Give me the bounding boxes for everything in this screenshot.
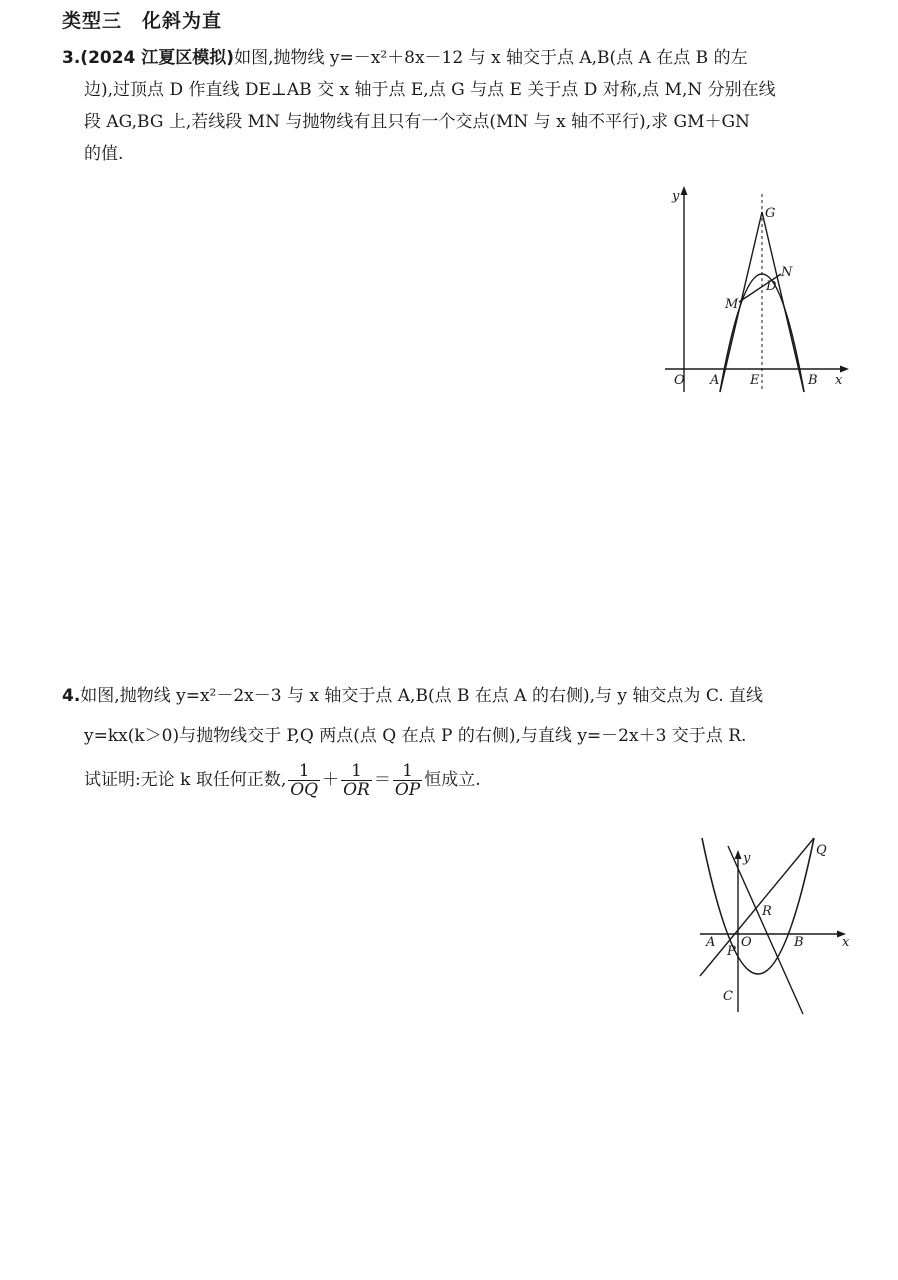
segment-BG (762, 212, 804, 392)
fraction-numerator: 1 (341, 762, 372, 781)
label-B: B (808, 373, 818, 388)
label-N: N (781, 265, 793, 280)
label-G: G (765, 206, 776, 221)
label-O: O (674, 373, 685, 388)
problem-4-figure (690, 830, 860, 1020)
y-axis-arrow (681, 186, 688, 195)
problem-text: 如图,抛物线 y=x²－2x－3 与 x 轴交于点 A,B(点 B 在点 A 的右侧),与 y 轴交点为 C. 直线 (80, 686, 764, 706)
fraction-denominator: OP (394, 780, 421, 800)
problem-text: 如图,抛物线 y=－x²＋8x－12 与 x 轴交于点 A,B(点 A 在点 B 的左 (234, 48, 748, 68)
problem-3-figure (655, 180, 855, 400)
fraction-1-over-OP (393, 762, 422, 799)
label-y: y (672, 189, 680, 204)
label-D: D (766, 279, 777, 294)
label-Q: Q (816, 843, 827, 858)
label-A: A (710, 373, 720, 388)
problem-4-line-2: y=kx(k＞0)与抛物线交于 P,Q 两点(点 Q 在点 P 的右侧),与直线 y=－2x＋3 交于点 R. (84, 726, 747, 746)
label-B: B (794, 935, 804, 950)
problem-4-line-1 (62, 676, 852, 716)
line-y-neg2x-plus3 (728, 846, 803, 1014)
label-P: P (727, 944, 736, 959)
label-O: O (741, 935, 752, 950)
problem-4-line-3 (62, 760, 852, 800)
line-3-suffix: 恒成立. (424, 770, 481, 790)
problem-number: 4. (62, 686, 81, 706)
fraction-denominator: OR (343, 780, 370, 800)
problem-3-line-2: 边),过顶点 D 作直线 DE⊥AB 交 x 轴于点 E,点 G 与点 E 关于点 D 对称,点 M,N 分别在线 (84, 80, 776, 100)
problem-3 (62, 42, 852, 170)
fraction-numerator: 1 (288, 762, 320, 781)
fraction-denominator: OQ (290, 780, 319, 800)
fraction-numerator: 1 (393, 762, 422, 781)
label-x: x (842, 935, 850, 950)
label-R: R (762, 904, 772, 919)
label-x: x (835, 373, 843, 388)
problem-4 (62, 676, 852, 800)
plus-sign: ＋ (322, 770, 340, 790)
label-A: A (706, 935, 716, 950)
problem-number: 3. (62, 48, 81, 68)
equals-sign: ＝ (373, 770, 391, 790)
y-axis-arrow (735, 850, 742, 859)
label-y: y (743, 851, 751, 866)
problem-3-line-1 (62, 42, 852, 74)
label-C: C (723, 989, 733, 1004)
section-title: 类型三 化斜为直 (62, 10, 223, 32)
label-M: M (725, 297, 739, 312)
problem-source: (2024 江夏区模拟) (80, 48, 235, 68)
x-axis-arrow (840, 366, 849, 373)
fraction-1-over-OQ (288, 762, 320, 799)
label-E: E (750, 373, 760, 388)
fraction-1-over-OR (341, 762, 372, 799)
line-3-prefix: 试证明:无论 k 取任何正数, (84, 770, 287, 790)
problem-3-line-3: 段 AG,BG 上,若线段 MN 与抛物线有且只有一个交点(MN 与 x 轴不平行),求 GM＋GN (84, 112, 750, 132)
problem-3-line-4: 的值. (84, 144, 124, 164)
